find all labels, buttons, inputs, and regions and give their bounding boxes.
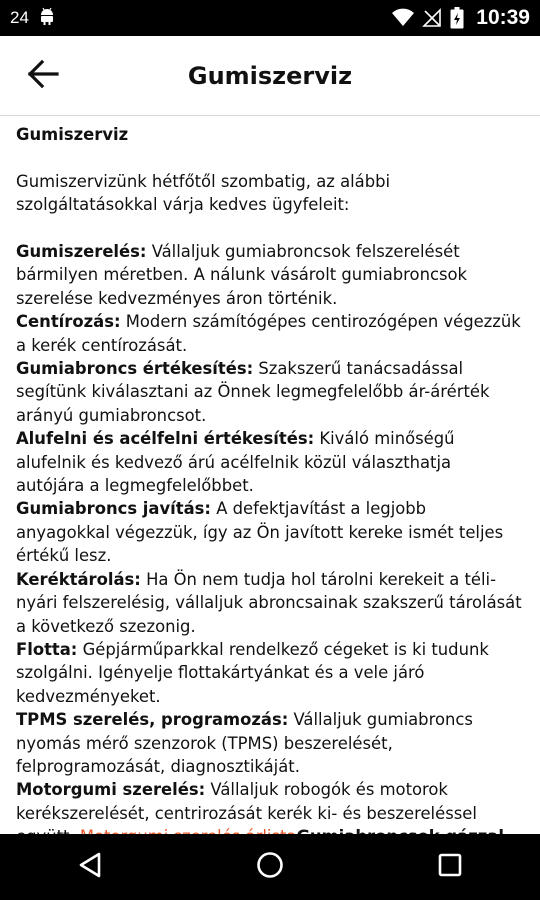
service-item	[16, 357, 524, 427]
service-item	[16, 708, 524, 778]
service-item	[16, 427, 524, 497]
notification-count: 24	[10, 8, 29, 27]
service-title: Motorgumi szerelés:	[16, 780, 206, 800]
service-title: Keréktárolás:	[16, 569, 141, 589]
battery-icon	[450, 7, 464, 29]
recents-square-icon	[437, 852, 463, 882]
app-bar	[0, 36, 540, 116]
service-text: Vállaljuk gumiabroncs nyomás mérő szenzorok (TPMS) beszerelését, felprogramozását, diagnosztikáját.	[16, 710, 473, 776]
status-bar	[0, 0, 540, 36]
service-title: Flotta:	[16, 639, 78, 659]
service-item	[16, 240, 524, 310]
android-icon	[37, 6, 57, 31]
service-item	[16, 310, 524, 357]
clock: 10:39	[476, 6, 530, 29]
content-heading: Gumiszerviz	[16, 125, 129, 144]
content-area[interactable]	[0, 117, 540, 834]
service-text: Gépjárműparkkal rendelkező cégeket is ki tudunk szolgálni. Igényelje flottakártyánkat és a vele járó kedvezményeket.	[16, 639, 489, 706]
service-title: TPMS szerelés, programozás:	[16, 710, 289, 730]
service-title: Gumiszerelés:	[16, 242, 147, 261]
navigation-bar	[0, 834, 540, 900]
service-text: Kiváló minőségű alufelnik és kedvező árú acélfelnik közül választhatja autójára a legmegfelelőbbet.	[16, 429, 455, 496]
back-button[interactable]	[0, 36, 86, 116]
service-text: Modern számítógépes centirozógépen végezzük a kerék centírozását.	[16, 312, 521, 355]
back-triangle-icon	[77, 851, 103, 883]
service-title: Gumiabroncs értékesítés:	[16, 359, 254, 379]
wifi-icon	[392, 9, 414, 27]
service-item	[16, 497, 524, 567]
service-title: Centírozás:	[16, 312, 121, 332]
home-circle-icon	[255, 850, 285, 884]
service-text: Vállaljuk robogók és motorok kerékszerelését, centrirozását kerék ki- és beszereléssel	[16, 780, 477, 823]
service-title: Gumiabroncs javítás:	[16, 499, 211, 519]
nav-home-button[interactable]	[225, 834, 315, 900]
service-title: Alufelni és acélfelni értékesítés:	[16, 429, 315, 449]
service-text: Vállaljuk gumiabroncsok felszerelését bármilyen méretben. A nálunk vásárolt gumiabroncsok szerelése kedvezményes áron történik.	[16, 242, 468, 308]
service-text: Szakszerű tanácsadással segítünk kiválasztani az Önnek legmegfelelőbb ár-árérték arányú gumiabroncsot.	[16, 359, 490, 425]
nav-recents-button[interactable]	[405, 834, 495, 900]
intro-text: Gumiszervizünk hétfőtől szombatig, az alábbi szolgáltatásokkal várja kedves ügyfeleit:	[16, 171, 391, 215]
no-signal-icon	[422, 8, 442, 28]
arrow-left-icon	[26, 59, 60, 93]
service-text: Ha Ön nem tudja hol tárolni kerekeit a téli-nyári felszerelésig, vállaljuk abroncsainak szakszerű tárolását a következő szezonig.	[16, 569, 522, 636]
service-text: A defektjavítást a legjobb anyagokkal végezzük, így az Ön javított kereke ismét teljes értékű lesz.	[16, 499, 504, 566]
page-title: Gumiszerviz	[187, 61, 353, 90]
service-item	[16, 568, 524, 638]
nav-back-button[interactable]	[45, 834, 135, 900]
service-item	[16, 638, 524, 708]
